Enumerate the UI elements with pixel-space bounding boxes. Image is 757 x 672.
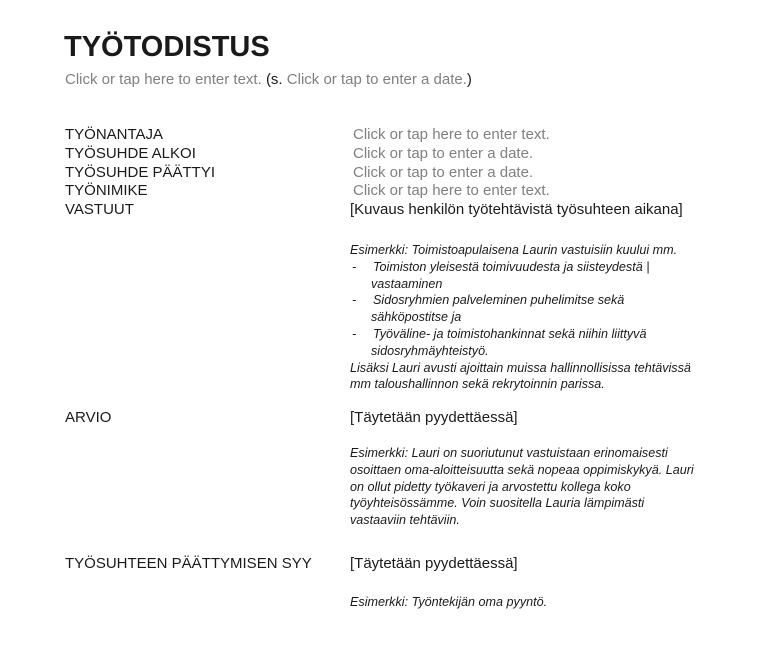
example-line bbox=[350, 376, 720, 393]
example-line bbox=[350, 242, 720, 259]
example-text: Lisäksi Lauri avusti ajoittain muissa hallinnollisissa tehtävissä bbox=[350, 360, 691, 375]
example-text: Sidosryhmien palveleminen puhelimitse sekä bbox=[373, 293, 625, 308]
example-line bbox=[350, 445, 720, 462]
vastuut-example-text bbox=[350, 242, 720, 393]
example-line bbox=[350, 495, 720, 512]
example-bullet-line bbox=[350, 292, 720, 309]
field-row-tyosuhde-alkoi bbox=[65, 145, 715, 164]
example-text: Esimerkki: Työntekijän oma pyyntö. bbox=[350, 595, 548, 609]
document-title: TYÖTODISTUS bbox=[64, 31, 270, 63]
example-line bbox=[350, 594, 720, 611]
paattyminen-example-text bbox=[350, 594, 720, 611]
text-placeholder[interactable]: Click or tap here to enter text. bbox=[353, 126, 550, 143]
example-line bbox=[350, 309, 720, 326]
bullet-marker: - bbox=[352, 326, 357, 341]
example-line bbox=[350, 512, 720, 529]
field-row-vastuut bbox=[65, 201, 715, 220]
example-text: vastaaminen bbox=[371, 276, 443, 291]
bracket-placeholder[interactable]: [Kuvaus henkilön työtehtävistä työsuhteen aikana] bbox=[350, 201, 683, 219]
field-row-tyonimike bbox=[65, 182, 715, 201]
subtitle-paren-close: ) bbox=[466, 71, 472, 88]
text-placeholder[interactable]: Click or tap here to enter text. bbox=[353, 182, 550, 200]
document-subtitle bbox=[65, 70, 472, 89]
example-text: työyhteisössämme. Voin suositella Lauria lämpimästi bbox=[350, 496, 645, 511]
subtitle-date-placeholder[interactable]: Click or tap to enter a date. bbox=[286, 71, 467, 88]
example-line bbox=[350, 360, 720, 377]
example-text: Työväline- ja toimistohankinnat sekä niihin liittyvä bbox=[373, 326, 647, 341]
date-placeholder[interactable]: Click or tap to enter a date. bbox=[353, 163, 534, 181]
example-line bbox=[350, 343, 720, 360]
example-text: Toimiston yleisestä toimivuudesta ja siisteydestä | bbox=[373, 259, 650, 274]
example-bullet-line bbox=[350, 326, 720, 343]
example-line bbox=[350, 276, 720, 293]
example-text: mm taloushallinnon sekä rekrytoinnin parissa. bbox=[350, 377, 605, 392]
field-list bbox=[65, 126, 715, 220]
field-label: VASTUUT bbox=[65, 201, 134, 219]
example-line bbox=[350, 462, 720, 479]
field-label: TYÖNIMIKE bbox=[65, 182, 148, 200]
date-placeholder[interactable]: Click or tap to enter a date. bbox=[353, 144, 534, 162]
example-line bbox=[350, 479, 720, 496]
bullet-marker: - bbox=[352, 293, 357, 308]
field-label: TYÖSUHTEEN PÄÄTTYMISEN SYY bbox=[65, 555, 312, 572]
field-label: TYÖSUHDE ALKOI bbox=[65, 144, 196, 162]
example-text: Esimerkki: Lauri on suoriutunut vastuistaan erinomaisesti bbox=[350, 446, 668, 460]
field-row-tyosuhde-paattyi bbox=[65, 164, 715, 183]
bullet-marker: - bbox=[352, 259, 357, 274]
field-row-arvio bbox=[65, 408, 715, 427]
example-text: sidosryhmäyhteistyö. bbox=[371, 343, 489, 358]
example-text: osoittaen oma-aloitteisuutta sekä nopeaa oppimiskykyä. Lauri bbox=[350, 462, 694, 477]
example-bullet-line bbox=[350, 259, 720, 276]
example-text: sähköpostitse ja bbox=[371, 310, 462, 325]
field-label: ARVIO bbox=[65, 409, 112, 426]
bracket-placeholder[interactable]: [Täytetään pyydettäessä] bbox=[350, 555, 518, 572]
field-row-tyonantaja bbox=[65, 126, 715, 145]
example-text: Esimerkki: Toimistoapulaisena Laurin vastuisiin kuului mm. bbox=[350, 243, 678, 257]
example-text: vastaaviin tehtäviin. bbox=[350, 513, 460, 528]
field-label: TYÖNANTAJA bbox=[65, 126, 164, 143]
example-text: on ollut pidetty työkaveri ja arvostettu kollega koko bbox=[350, 479, 631, 494]
field-label: TYÖSUHDE PÄÄTTYI bbox=[65, 163, 216, 181]
bracket-placeholder[interactable]: [Täytetään pyydettäessä] bbox=[350, 409, 518, 426]
field-row-paattymisen-syy bbox=[65, 554, 715, 573]
subtitle-name-placeholder[interactable]: Click or tap here to enter text. bbox=[65, 71, 262, 88]
arvio-example-text bbox=[350, 445, 720, 529]
subtitle-paren-open: (s. bbox=[265, 71, 283, 88]
